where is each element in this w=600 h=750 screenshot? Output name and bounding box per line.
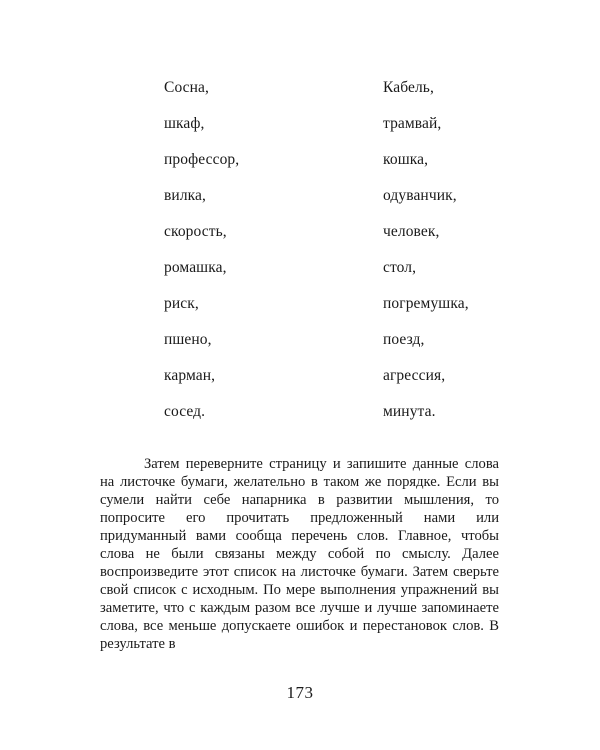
body-paragraph: Затем переверните страницу и запишите данные слова на листочке бумаги, желательно в таком же порядке. Если вы сумели найти себе напарника в развитии мышления, то попросите его прочитать предложенный нами или придуманный вами сообща перечень слов. Главное, чтобы слова не были связаны между собой по смыслу. Далее воспроизведите этот список на листочке бумаги. Затем сверьте свой список с исходным. По мере выполнения упражнений вы заметите, что с каждым разом все лучше и лучше запоминаете слова, все меньше допускаете ошибок и перестановок слов. В результате в — [100, 456, 499, 652]
word-item: человек, — [383, 223, 440, 240]
word-item: сосед. — [164, 403, 206, 420]
word-item: минута. — [383, 403, 436, 420]
word-item: трамвай, — [383, 115, 442, 132]
word-item: профессор, — [164, 151, 240, 168]
page-number: 173 — [286, 683, 314, 702]
word-item: стол, — [383, 259, 417, 276]
word-item: погремушка, — [383, 295, 469, 312]
word-item: Сосна, — [164, 79, 210, 96]
word-item: кошка, — [383, 151, 429, 168]
word-item: поезд, — [383, 331, 425, 348]
word-item: скорость, — [164, 223, 227, 240]
word-item: карман, — [164, 367, 216, 384]
word-column-right — [383, 78, 469, 438]
word-item: пшено, — [164, 331, 212, 348]
word-column-left — [164, 78, 239, 438]
word-item: риск, — [164, 295, 199, 312]
word-item: шкаф, — [164, 115, 205, 132]
word-item: агрессия, — [383, 367, 446, 384]
word-item: ромашка, — [164, 259, 227, 276]
word-item: Кабель, — [383, 79, 434, 96]
word-item: одуванчик, — [383, 187, 457, 204]
word-item: вилка, — [164, 187, 206, 204]
